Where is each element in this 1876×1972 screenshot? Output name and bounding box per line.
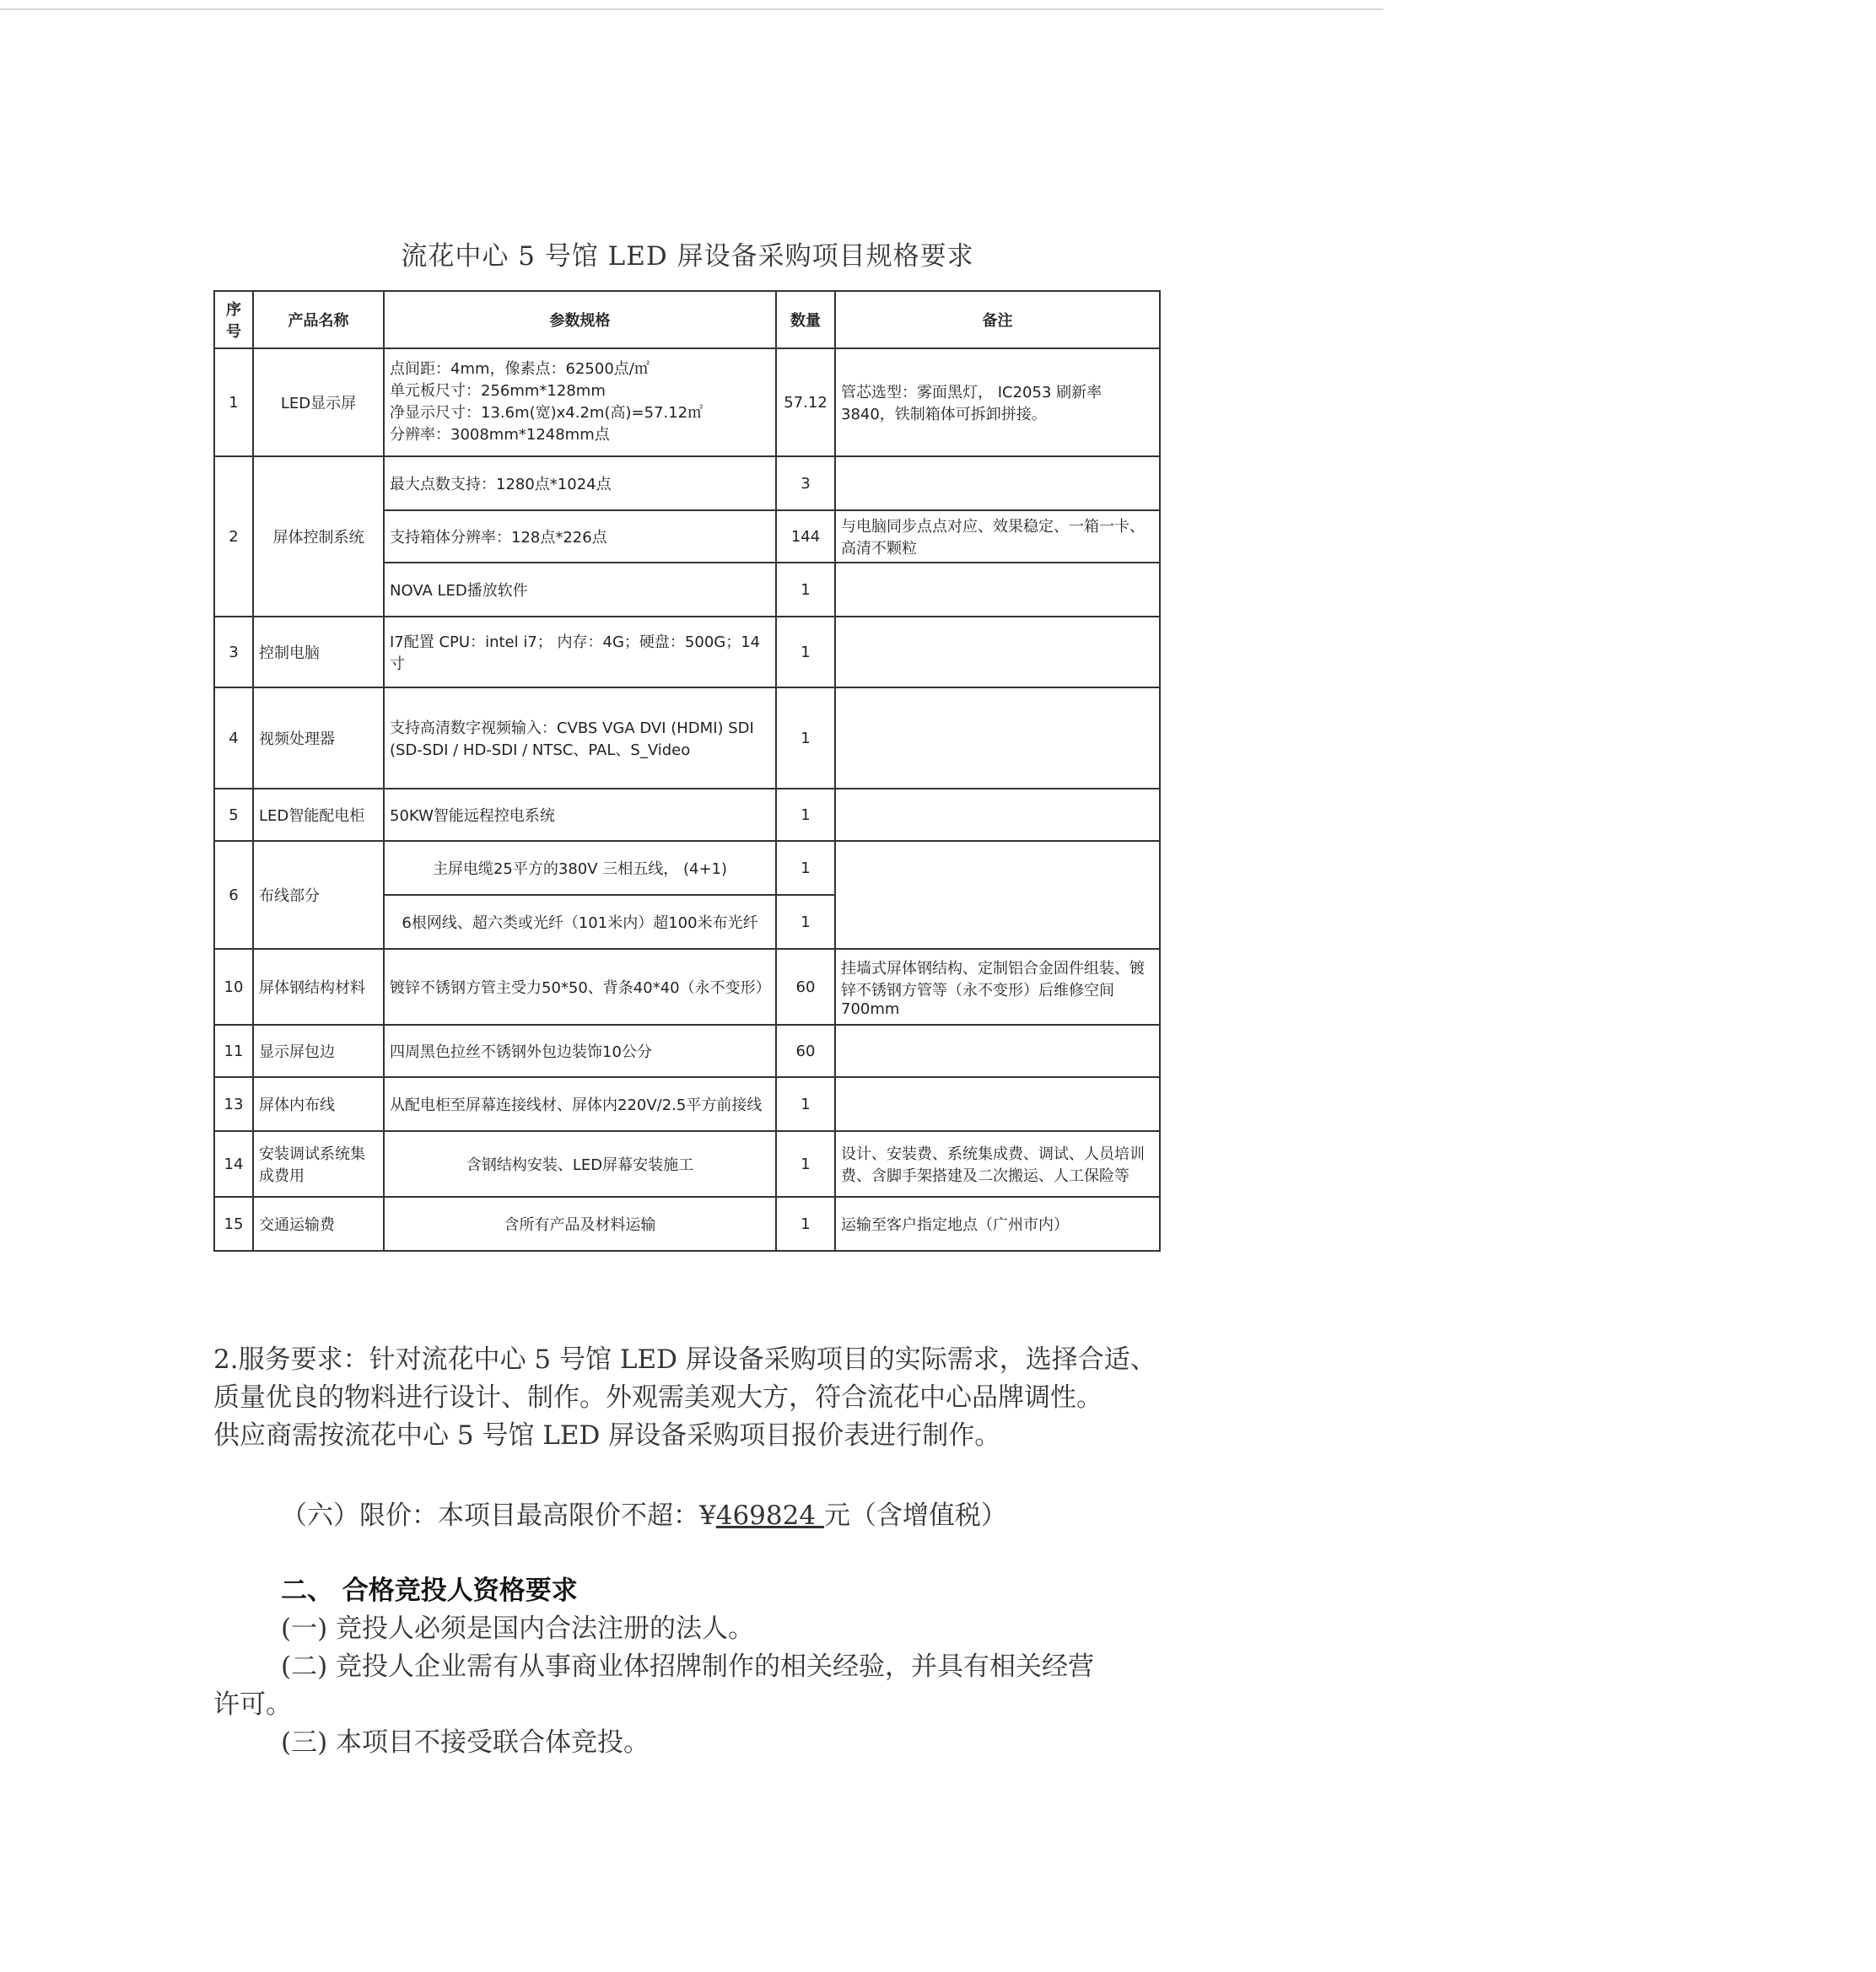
qualification-item: (三) 本项目不接受联合体竞投。 (281, 1727, 650, 1758)
price-suffix: 元（含增值税） (823, 1501, 1007, 1531)
cell-no: 1 (214, 348, 253, 456)
table-row (214, 456, 1160, 510)
table-header-row (214, 291, 1160, 348)
service-line: 质量优良的物料进行设计、制作。外观需美观大方，符合流花中心品牌调性。 (213, 1382, 1102, 1413)
header-note: 备注 (835, 291, 1160, 348)
cell-no: 5 (214, 789, 253, 841)
cell-qty: 1 (776, 687, 835, 789)
cell-note: 管芯选型：雾面黑灯， IC2053 刷新率3840，铁制箱体可拆卸拼接。 (835, 348, 1160, 456)
scan-top-edge (0, 8, 1383, 10)
cell-param: 6根网线、超六类或光纤（101米内）超100米布光纤 (384, 895, 776, 949)
cell-param: 镀锌不锈钢方管主受力50*50、背条40*40（永不变形） (384, 949, 776, 1025)
cell-name: 交通运输费 (253, 1197, 384, 1251)
table-row (214, 1197, 1160, 1251)
table-row (214, 1025, 1160, 1077)
cell-note (835, 1077, 1160, 1131)
header-name: 产品名称 (253, 291, 384, 348)
cell-note (835, 687, 1160, 789)
cell-note: 运输至客户指定地点（广州市内） (835, 1197, 1160, 1251)
cell-name: 布线部分 (253, 841, 384, 949)
qualification-item: (二) 竞投人企业需有从事商业体招牌制作的相关经验，并具有相关经营 (281, 1651, 1095, 1682)
cell-param: I7配置 CPU：intel i7； 内存：4G；硬盘：500G；14寸 (384, 617, 776, 687)
cell-qty: 1 (776, 895, 835, 949)
cell-note: 设计、安装费、系统集成费、调试、人员培训费、含脚手架搭建及二次搬运、人工保险等 (835, 1131, 1160, 1197)
table-row (214, 949, 1160, 1025)
table-row (214, 1131, 1160, 1197)
cell-name: LED显示屏 (253, 348, 384, 456)
cell-note (835, 1025, 1160, 1077)
cell-note (835, 841, 1160, 949)
cell-param: NOVA LED播放软件 (384, 563, 776, 617)
cell-name: 屏体控制系统 (253, 456, 384, 617)
qualification-item: (一) 竞投人必须是国内合法注册的法人。 (281, 1614, 755, 1644)
cell-note: 与电脑同步点点对应、效果稳定、一箱一卡、高清不颗粒 (835, 510, 1160, 563)
table-row (214, 789, 1160, 841)
cell-qty: 3 (776, 456, 835, 510)
cell-name: 视频处理器 (253, 687, 384, 789)
cell-no: 2 (214, 456, 253, 617)
cell-no: 10 (214, 949, 253, 1025)
qualification-heading: 二、 合格竞投人资格要求 (281, 1576, 578, 1606)
cell-qty: 1 (776, 1197, 835, 1251)
cell-name: LED智能配电柜 (253, 789, 384, 841)
cell-note (835, 563, 1160, 617)
header-qty: 数量 (776, 291, 835, 348)
cell-param: 主屏电缆25平方的380V 三相五线， (4+1) (384, 841, 776, 895)
cell-qty: 1 (776, 841, 835, 895)
cell-note (835, 789, 1160, 841)
qualification-item-continued: 许可。 (213, 1689, 292, 1720)
price-prefix: （六）限价：本项目最高限价不超：¥ (281, 1501, 716, 1531)
document-title: 流花中心 5 号馆 LED 屏设备采购项目规格要求 (401, 241, 974, 272)
cell-no: 3 (214, 617, 253, 687)
table-row (214, 687, 1160, 789)
cell-param: 含所有产品及材料运输 (384, 1197, 776, 1251)
table-row (214, 841, 1160, 895)
cell-note: 挂墙式屏体钢结构、定制铝合金固件组装、镀锌不锈钢方管等（永不变形）后维修空间700mm (835, 949, 1160, 1025)
cell-no: 11 (214, 1025, 253, 1077)
header-no: 序号 (214, 291, 253, 348)
cell-param: 支持高清数字视频输入：CVBS VGA DVI (HDMI) SDI (SD-SDI / HD-SDI / NTSC、PAL、S_Video (384, 687, 776, 789)
cell-qty: 60 (776, 1025, 835, 1077)
cell-no: 13 (214, 1077, 253, 1131)
cell-no: 4 (214, 687, 253, 789)
cell-param: 四周黑色拉丝不锈钢外包边装饰10公分 (384, 1025, 776, 1077)
cell-note (835, 617, 1160, 687)
cell-name: 屏体内布线 (253, 1077, 384, 1131)
cell-param: 从配电柜至屏幕连接线材、屏体内220V/2.5平方前接线 (384, 1077, 776, 1131)
cell-param: 最大点数支持：1280点*1024点 (384, 456, 776, 510)
header-param: 参数规格 (384, 291, 776, 348)
cell-no: 6 (214, 841, 253, 949)
cell-name: 安装调试系统集成费用 (253, 1131, 384, 1197)
cell-no: 14 (214, 1131, 253, 1197)
cell-name: 屏体钢结构材料 (253, 949, 384, 1025)
cell-qty: 60 (776, 949, 835, 1025)
cell-qty: 1 (776, 617, 835, 687)
price-value: 469824 (715, 1501, 824, 1531)
cell-name: 显示屏包边 (253, 1025, 384, 1077)
cell-note (835, 456, 1160, 510)
cell-param: 支持箱体分辨率：128点*226点 (384, 510, 776, 563)
price-limit (213, 1497, 1234, 1535)
table-row (214, 617, 1160, 687)
cell-qty: 1 (776, 563, 835, 617)
cell-qty: 1 (776, 1131, 835, 1197)
cell-qty: 1 (776, 1077, 835, 1131)
service-line: 2.服务要求：针对流花中心 5 号馆 LED 屏设备采购项目的实际需求，选择合适、 (213, 1344, 1156, 1375)
cell-qty: 57.12 (776, 348, 835, 456)
service-line: 供应商需按流花中心 5 号馆 LED 屏设备采购项目报价表进行制作。 (213, 1420, 1001, 1451)
spec-table (213, 290, 1161, 1252)
cell-qty: 144 (776, 510, 835, 563)
table-row (214, 1077, 1160, 1131)
cell-param: 含钢结构安装、LED屏幕安装施工 (384, 1131, 776, 1197)
cell-name: 控制电脑 (253, 617, 384, 687)
cell-qty: 1 (776, 789, 835, 841)
table-row (214, 348, 1160, 456)
service-requirement (213, 1341, 1167, 1455)
cell-param: 点间距：4mm，像素点：62500点/㎡ 单元板尺寸：256mm*128mm 净显示尺寸：13.6m(宽)x4.2m(高)=57.12㎡ 分辨率：3008mm*1248mm点 (384, 348, 776, 456)
qualification-section (213, 1572, 1167, 1762)
cell-no: 15 (214, 1197, 253, 1251)
cell-param: 50KW智能远程控电系统 (384, 789, 776, 841)
